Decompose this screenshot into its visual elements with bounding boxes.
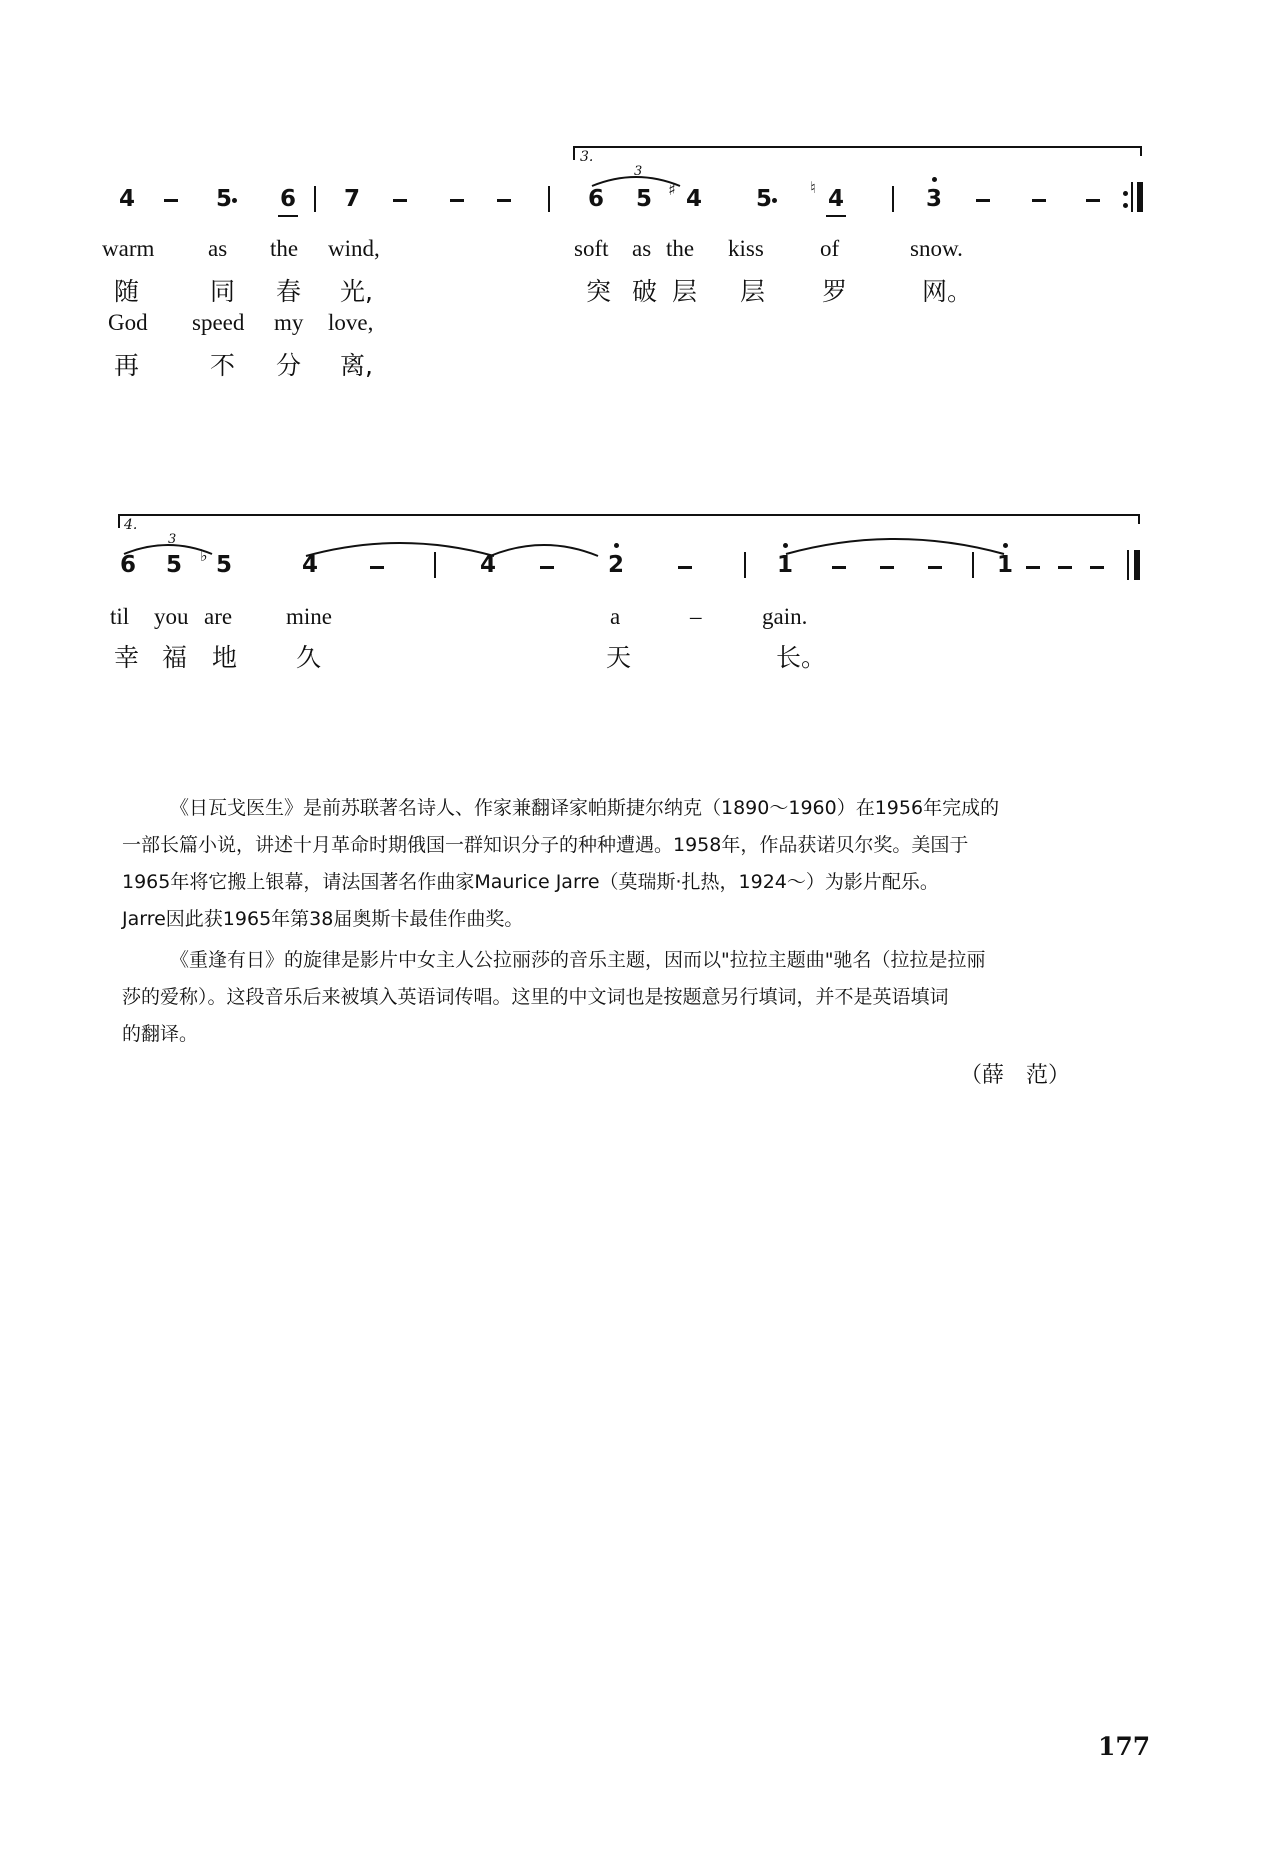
lyric-zh: 突 [586, 277, 612, 306]
extension-dash [880, 566, 894, 569]
slur [484, 534, 604, 558]
lyric-en: love, [328, 310, 374, 335]
high-octave-dot [783, 543, 788, 548]
high-octave-dot [614, 543, 619, 548]
repeat-barline-thin [1131, 182, 1133, 212]
barline [548, 186, 550, 212]
lyric-zh: 天 [606, 643, 632, 672]
lyric-en: of [820, 236, 840, 261]
note: 4 [118, 186, 135, 212]
intro-paragraph-1 [122, 790, 1134, 938]
repeat-dot [1123, 203, 1128, 208]
lyric-zh: 随 [114, 277, 140, 306]
triplet-mark: 3 [168, 532, 177, 547]
volta-label-3: 3. [580, 149, 594, 165]
barline [892, 186, 894, 212]
lyric-zh: 层 [740, 277, 766, 306]
note: 6 [587, 186, 604, 212]
volta-bracket-3-right [1140, 146, 1142, 156]
extension-dash [928, 566, 942, 569]
barline [314, 186, 316, 212]
paragraph-line: 莎的爱称）。这段音乐后来被填入英语词传唱。这里的中文词也是按题意另行填词，并不是英语填词 [122, 986, 949, 1008]
extension-dash [1086, 199, 1100, 202]
paragraph-line: 《日瓦戈医生》是前苏联著名诗人、作家兼翻译家帕斯捷尔纳克（1890～1960）在1956年完成的 [170, 797, 1000, 819]
author-credit: （薛 范） [960, 1063, 1071, 1088]
lyric-zh: 福 [162, 643, 188, 672]
page-number: 177 [1098, 1732, 1151, 1761]
lyric-en: wind, [328, 236, 380, 261]
lyric-en: as [208, 236, 228, 261]
paragraph-line: Jarre因此获1965年第38届奥斯卡最佳作曲奖。 [122, 908, 524, 930]
flat-accidental: ♭ [200, 546, 208, 565]
note: 4 [301, 552, 318, 578]
repeat-barline-thick [1137, 182, 1143, 212]
sharp-accidental: ♯ [668, 180, 676, 199]
final-barline-thin [1127, 550, 1129, 580]
lyric-en: snow. [910, 236, 963, 261]
final-barline-thick [1134, 550, 1140, 580]
lyric-en: gain. [762, 604, 808, 629]
note: 1 [776, 552, 793, 578]
eighth-underline [826, 215, 846, 217]
lyric-zh: 破 [632, 277, 658, 306]
lyric-zh: 不 [210, 351, 236, 380]
augmentation-dot [232, 198, 237, 203]
extension-dash [1032, 199, 1046, 202]
lyric-en: a [610, 604, 621, 629]
barline [972, 552, 974, 578]
high-octave-dot [932, 177, 937, 182]
note: 6 [279, 186, 296, 212]
note: 4 [827, 186, 844, 212]
extension-dash [450, 199, 464, 202]
extension-dash [540, 566, 554, 569]
lyric-en: the [666, 236, 695, 261]
extension-dash [393, 199, 407, 202]
lyric-zh: 罗 [822, 277, 848, 306]
extension-dash [1058, 566, 1072, 569]
intro-paragraph-2 [122, 942, 1134, 1053]
volta-bracket-3-left [573, 146, 575, 160]
lyric-en: warm [102, 236, 155, 261]
note: 3 [925, 186, 942, 212]
lyric-zh: 层 [672, 277, 698, 306]
triplet-mark: 3 [634, 164, 643, 179]
lyric-en: – [690, 604, 702, 629]
lyric-zh: 长。 [776, 643, 827, 672]
lyric-zh: 再 [114, 351, 140, 380]
lyric-en: til [110, 604, 130, 629]
note: 5 [165, 552, 182, 578]
note: 4 [685, 186, 702, 212]
lyric-en: my [274, 310, 304, 335]
lyric-en: mine [286, 604, 332, 629]
volta-bracket-4-right [1138, 514, 1140, 524]
extension-dash [370, 566, 384, 569]
barline [744, 552, 746, 578]
volta-bracket-4-left [118, 514, 120, 528]
extension-dash [1090, 566, 1104, 569]
lyric-en: the [270, 236, 299, 261]
extension-dash [164, 199, 178, 202]
note: 6 [119, 552, 136, 578]
note: 5 [215, 552, 232, 578]
extension-dash [976, 199, 990, 202]
note: 1 [996, 552, 1013, 578]
augmentation-dot [772, 198, 777, 203]
lyric-zh: 同 [210, 277, 236, 306]
volta-label-4: 4. [124, 517, 138, 533]
lyric-zh: 久 [296, 643, 322, 672]
paragraph-line: 1965年将它搬上银幕，请法国著名作曲家Maurice Jarre（莫瑞斯·扎热，1924～）为影片配乐。 [122, 871, 939, 893]
volta-bracket-4 [118, 514, 1140, 516]
paragraph-line: 一部长篇小说，讲述十月革命时期俄国一群知识分子的种种遭遇。1958年，作品获诺贝尔奖。美国于 [122, 834, 969, 856]
high-octave-dot [1003, 543, 1008, 548]
extension-dash [1026, 566, 1040, 569]
paragraph-line: 的翻译。 [122, 1023, 199, 1045]
note: 5 [215, 186, 232, 212]
lyric-en: you [154, 604, 189, 629]
volta-bracket-3 [573, 146, 1142, 148]
note: 4 [479, 552, 496, 578]
lyric-en: God [108, 310, 148, 335]
barline [434, 552, 436, 578]
lyric-zh: 光, [340, 277, 373, 306]
lyric-en: as [632, 236, 652, 261]
tie-slur [780, 530, 1010, 556]
repeat-dot [1123, 191, 1128, 196]
note: 7 [343, 186, 360, 212]
lyric-zh: 地 [212, 643, 238, 672]
note: 2 [607, 552, 624, 578]
paragraph-line: 《重逢有日》的旋律是影片中女主人公拉丽莎的音乐主题，因而以"拉拉主题曲"驰名（拉拉是拉丽 [170, 949, 986, 971]
lyric-zh: 分 [276, 351, 302, 380]
lyric-en: are [204, 604, 233, 629]
lyric-en: soft [574, 236, 609, 261]
eighth-underline [278, 215, 298, 217]
extension-dash [497, 199, 511, 202]
extension-dash [678, 566, 692, 569]
lyric-zh: 网。 [922, 277, 973, 306]
lyric-en: speed [192, 310, 245, 335]
note: 5 [635, 186, 652, 212]
lyric-zh: 幸 [114, 643, 140, 672]
note: 5 [755, 186, 772, 212]
extension-dash [832, 566, 846, 569]
lyric-zh: 离, [340, 351, 373, 380]
lyric-en: kiss [728, 236, 764, 261]
natural-accidental: ♮ [810, 178, 816, 197]
lyric-zh: 春 [276, 277, 302, 306]
